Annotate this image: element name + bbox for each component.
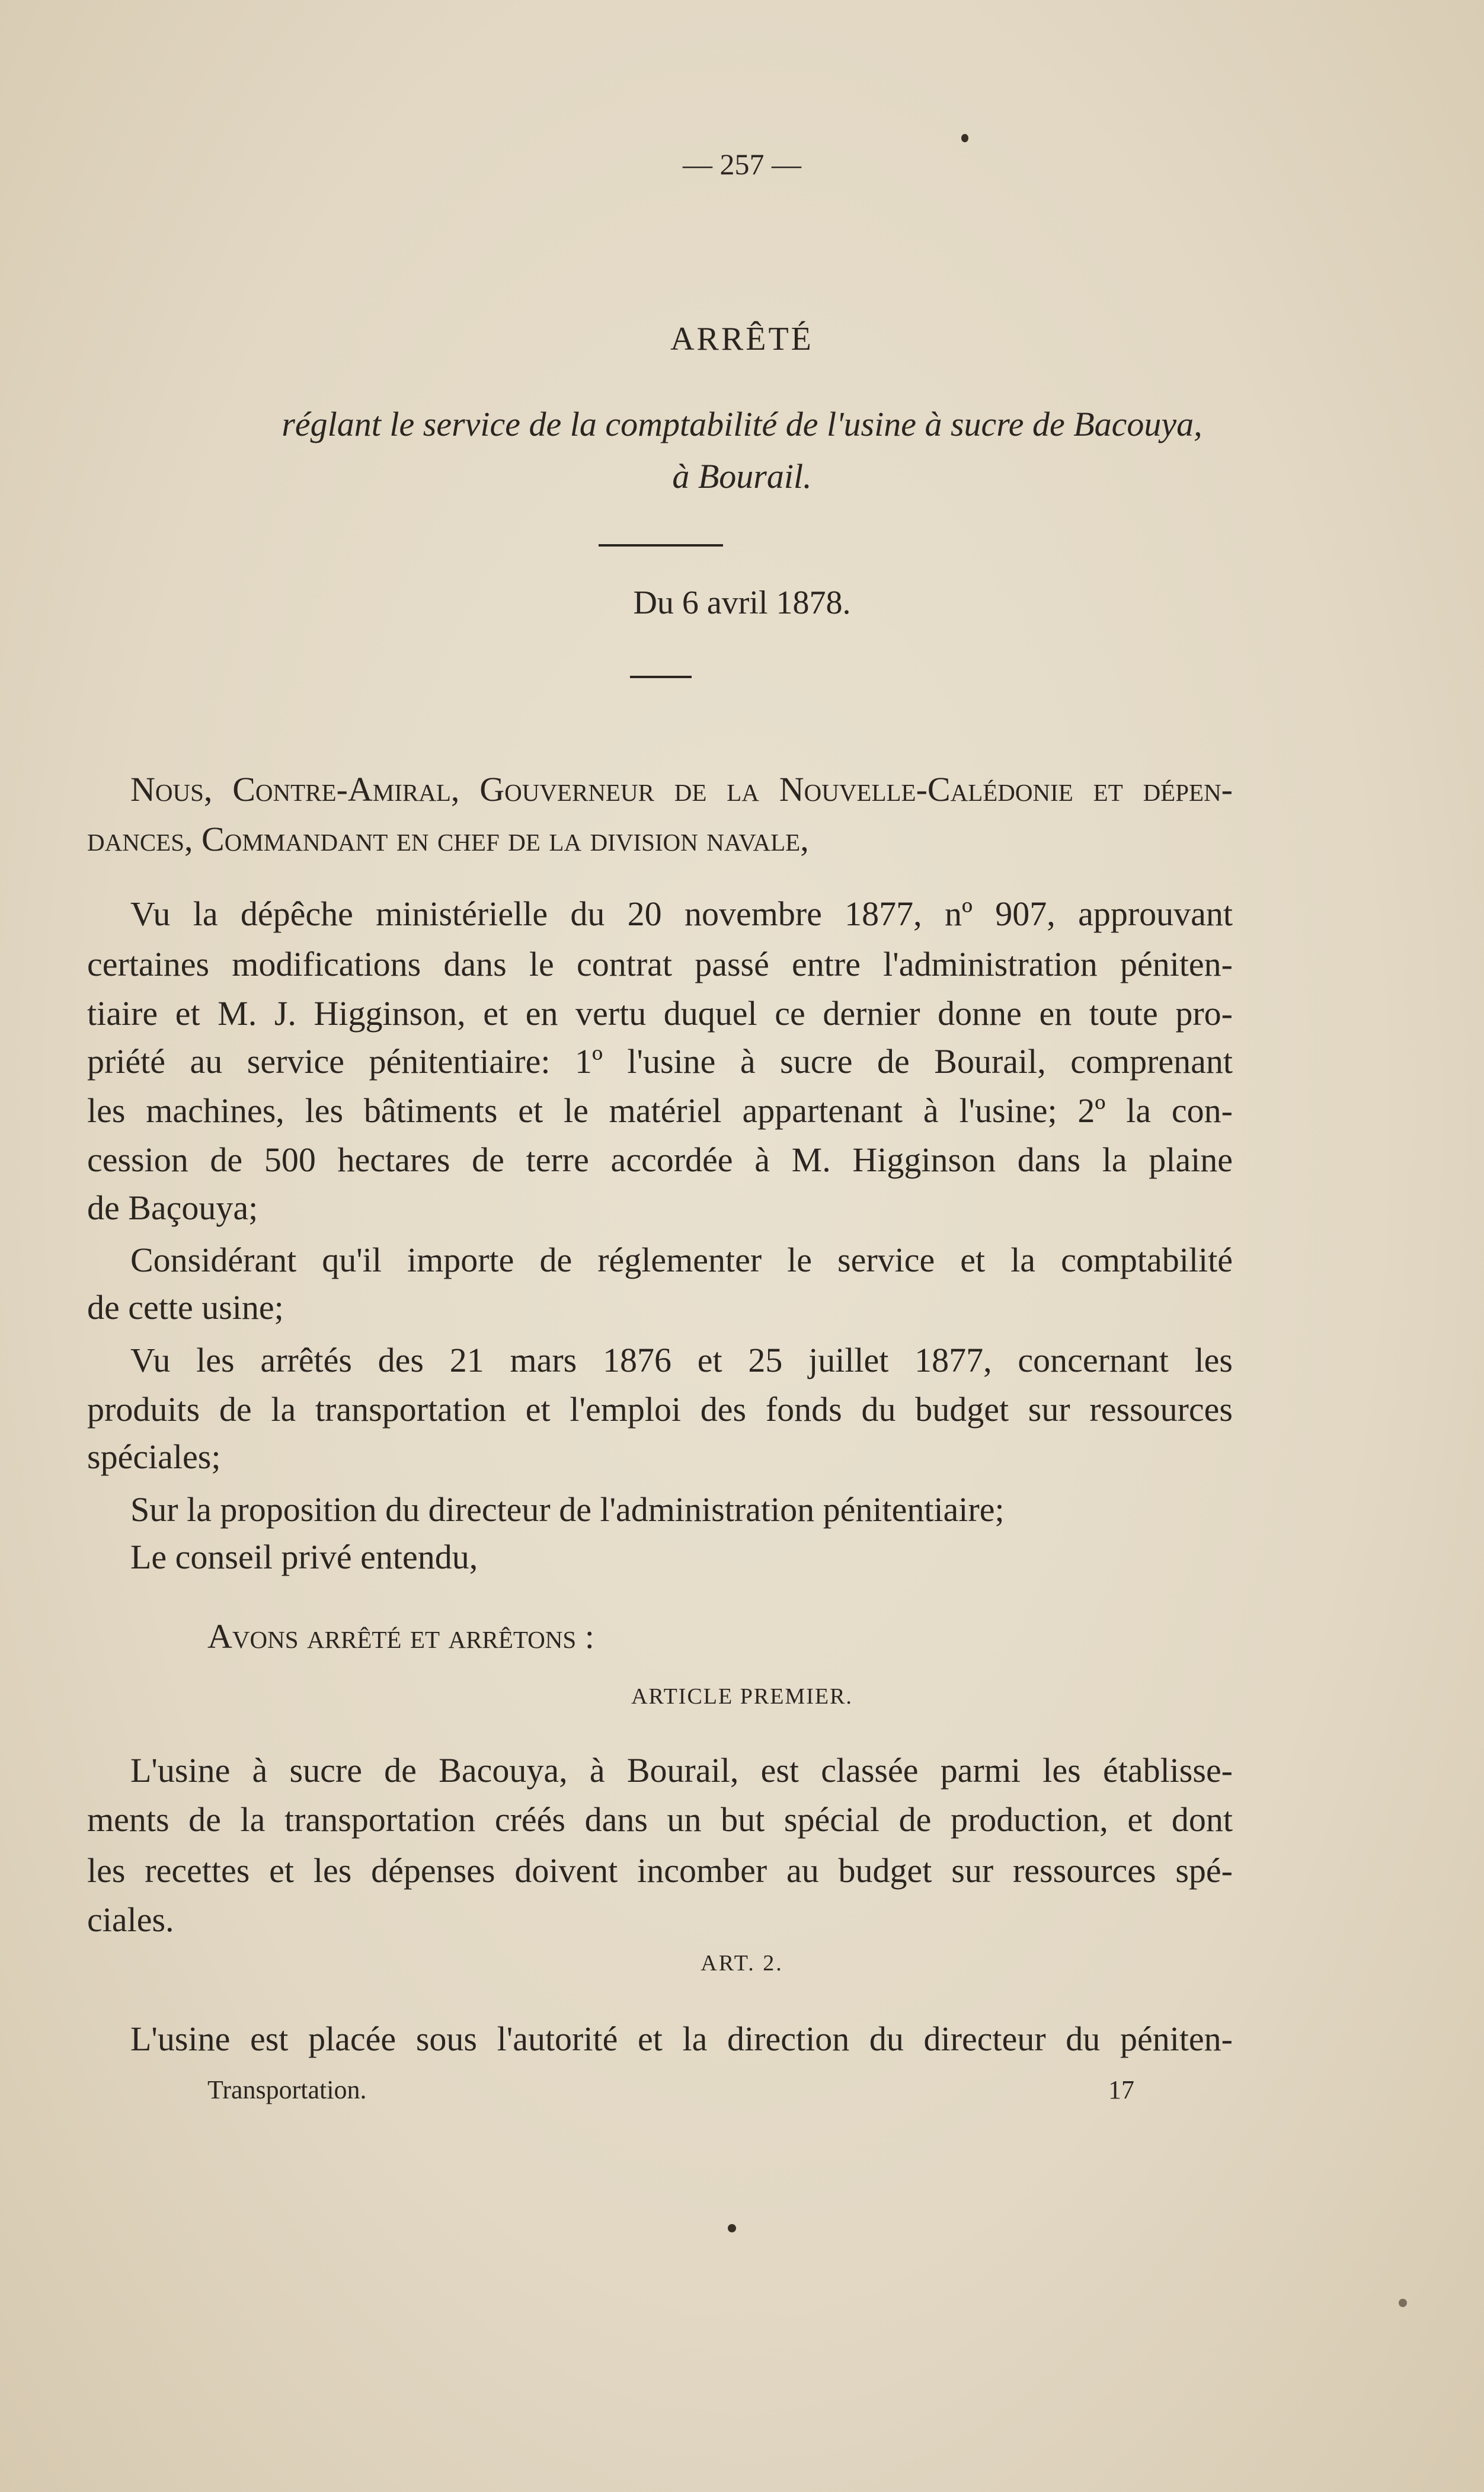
article-1-heading: ARTICLE PREMIER.	[631, 1684, 853, 1709]
article-line: ciales.	[87, 1900, 174, 1939]
divider	[630, 676, 692, 678]
page-title: ARRÊTÉ	[670, 321, 814, 357]
date-line: Du 6 avril 1878.	[633, 584, 851, 621]
article-line: les recettes et les dépenses doivent incomber au budget sur ressources spé-	[87, 1851, 1233, 1890]
article-2-heading: ART. 2.	[701, 1951, 783, 1976]
footer-sheet-number: 17	[1108, 2075, 1134, 2104]
subtitle-line-2: à Bourail.	[672, 457, 812, 496]
divider	[599, 544, 723, 547]
body-line: les machines, les bâtiments et le matériel appartenant à l'usine; 2º la con-	[87, 1091, 1233, 1130]
page-number: — 257 —	[683, 148, 801, 181]
ink-spot	[1399, 2299, 1407, 2307]
article-line: L'usine est placée sous l'autorité et la direction du directeur du péniten-	[130, 2020, 1233, 2058]
body-line: priété au service pénitentiaire: 1º l'usine à sucre de Bourail, comprenant	[87, 1042, 1233, 1081]
body-line: Sur la proposition du directeur de l'administration pénitentiaire;	[130, 1490, 1005, 1529]
body-line: cession de 500 hectares de terre accordée à M. Higginson dans la plaine	[87, 1140, 1233, 1179]
body-line: de cette usine;	[87, 1288, 284, 1327]
body-line: de Baçouya;	[87, 1189, 258, 1227]
footer-signature: Transportation.	[207, 2075, 367, 2104]
subtitle-line-1: réglant le service de la comptabilité de l'usine à sucre de Bacouya,	[282, 405, 1202, 443]
ink-spot	[961, 134, 968, 142]
preamble-line: dances, Commandant en chef de la division navale,	[87, 820, 809, 858]
body-line: tiaire et M. J. Higginson, et en vertu duquel ce dernier donne en toute pro-	[87, 994, 1233, 1033]
body-line: produits de la transportation et l'emploi des fonds du budget sur ressources	[87, 1390, 1233, 1429]
article-line: ments de la transportation créés dans un but spécial de production, et dont	[87, 1800, 1233, 1839]
body-line: Considérant qu'il importe de réglementer le service et la comptabilité	[130, 1241, 1233, 1279]
body-line: Vu la dépêche ministérielle du 20 novembre 1877, nº 907, approuvant	[130, 894, 1233, 933]
body-line: Le conseil privé entendu,	[130, 1538, 478, 1576]
decree-line: Avons arrêté et arrêtons :	[207, 1617, 594, 1656]
body-line: certaines modifications dans le contrat passé entre l'administration péniten-	[87, 945, 1233, 983]
preamble-line: Nous, Contre-Amiral, Gouverneur de la Nouvelle-Calédonie et dépen-	[130, 770, 1233, 809]
body-line: Vu les arrêtés des 21 mars 1876 et 25 juillet 1877, concernant les	[130, 1341, 1233, 1379]
article-line: L'usine à sucre de Bacouya, à Bourail, est classée parmi les établisse-	[130, 1751, 1233, 1790]
ink-spot	[728, 2224, 736, 2232]
body-line: spéciales;	[87, 1437, 221, 1476]
